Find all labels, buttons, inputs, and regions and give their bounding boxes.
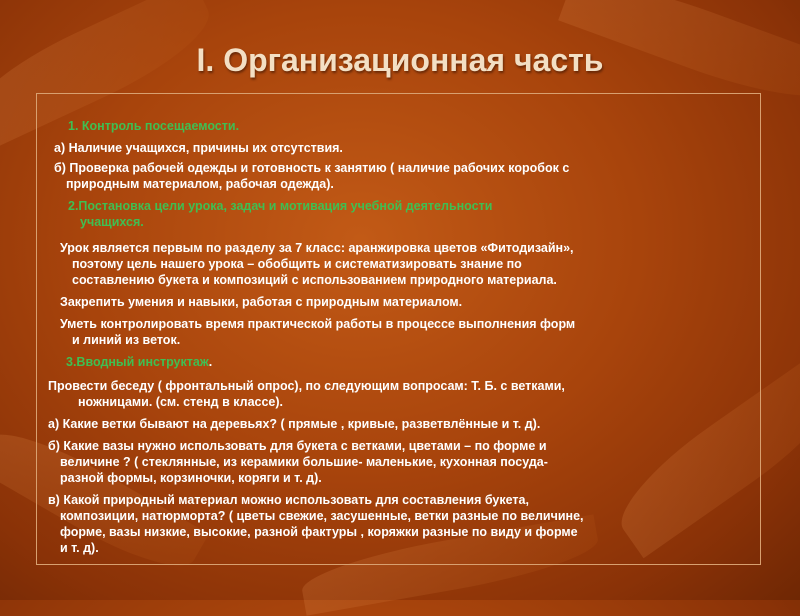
- list-item-continuation: природным материалом, рабочая одежда).: [66, 177, 334, 191]
- paragraph: Уметь контролировать время практической работы в процессе выполнения форм: [60, 317, 576, 331]
- question-item-continuation: разной формы, корзиночки, коряги и т. д).: [60, 471, 322, 485]
- question-item-continuation: композиции, натюрморта? ( цветы свежие, засушенные, ветки разные по величине,: [60, 509, 584, 523]
- section-heading: 2.Постановка цели урока, задач и мотивация учебной деятельности: [68, 199, 493, 213]
- list-item: б) Проверка рабочей одежды и готовность к занятию ( наличие рабочих коробок с: [54, 161, 570, 175]
- paragraph-continuation: ножницами. (см. стенд в классе).: [78, 395, 284, 409]
- section-heading-continuation: учащихся.: [80, 215, 144, 229]
- paragraph-continuation: поэтому цель нашего урока – обобщить и систематизировать знание по: [72, 257, 522, 271]
- question-item: б) Какие вазы нужно использовать для букета с ветками, цветами – по форме и: [48, 439, 547, 453]
- paragraph-continuation: составлению букета и композиций с использованием природного материала.: [72, 273, 557, 287]
- question-item-continuation: форме, вазы низкие, высокие, разной фактуры , коряжки разные по виду и форме: [60, 525, 578, 539]
- list-item: а) Наличие учащихся, причины их отсутствия.: [54, 141, 343, 155]
- paragraph: Закрепить умения и навыки, работая с природным материалом.: [60, 295, 463, 309]
- question-item: а) Какие ветки бывают на деревьях? ( прямые , кривые, разветвлённые и т. д).: [48, 417, 541, 431]
- question-item-continuation: и т. д).: [60, 541, 99, 555]
- paragraph: Урок является первым по разделу за 7 класс: аранжировка цветов «Фитодизайн»,: [60, 241, 574, 255]
- section-heading: 3.Вводный инструктаж: [66, 355, 209, 369]
- heading-period: .: [208, 355, 213, 369]
- section-heading-row: [66, 354, 212, 370]
- question-item: в) Какой природный материал можно использовать для составления букета,: [48, 493, 529, 507]
- section-heading: 1. Контроль посещаемости.: [68, 119, 240, 133]
- paragraph: Провести беседу ( фронтальный опрос), по следующим вопросам: Т. Б. с ветками,: [48, 379, 565, 393]
- paragraph-continuation: и линий из веток.: [72, 333, 181, 347]
- question-item-continuation: величине ? ( стеклянные, из керамики большие- маленькие, кухонная посуда-: [60, 455, 548, 469]
- page-title: I. Организационная часть: [196, 42, 604, 78]
